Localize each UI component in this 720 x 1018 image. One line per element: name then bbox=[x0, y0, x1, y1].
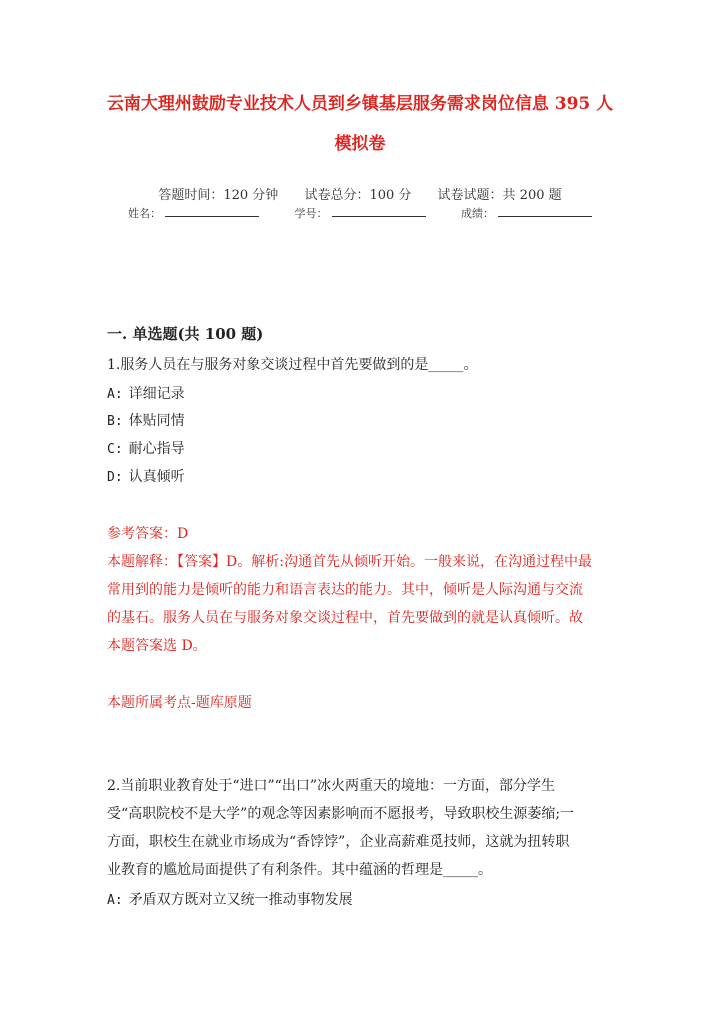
q1-answer: 参考答案：D bbox=[107, 526, 189, 542]
q1-option-c bbox=[107, 441, 622, 458]
option-letter: A: bbox=[107, 893, 123, 908]
total-questions: 试卷试题：共 200 题 bbox=[437, 188, 562, 203]
id-label: 学号： bbox=[294, 207, 328, 220]
option-letter: A: bbox=[107, 387, 123, 402]
score-blank-line bbox=[498, 206, 592, 217]
q1-option-a bbox=[107, 386, 622, 403]
option-text: 详细记录 bbox=[128, 386, 185, 402]
option-letter: B: bbox=[107, 414, 123, 429]
q2-stem-line-1: 2.当前职业教育处于“进口”“出口”冰火两重天的境地：一方面，部分学生 bbox=[107, 778, 555, 794]
q1-option-b bbox=[107, 413, 622, 430]
id-blank-line bbox=[332, 206, 426, 217]
q1-explanation-line-2: 常用到的能力是倾听的能力和语言表达的能力。其中，倾听是人际沟通与交流 bbox=[107, 582, 583, 598]
option-text: 体贴同情 bbox=[128, 413, 185, 429]
q1-option-d bbox=[107, 469, 622, 486]
id-field bbox=[295, 205, 426, 221]
option-text: 矛盾双方既对立又统一推动事物发展 bbox=[128, 892, 353, 908]
option-text: 耐心指导 bbox=[128, 441, 185, 457]
score-field bbox=[461, 205, 592, 221]
exam-title-line-2: 模拟卷 bbox=[334, 134, 386, 154]
name-label: 姓名： bbox=[128, 207, 161, 220]
exam-info-row bbox=[0, 184, 720, 203]
q2-stem-line-4: 业教育的尴尬局面提供了有利条件。其中蕴涵的哲理是_____。 bbox=[107, 862, 492, 878]
q1-explanation-line-3: 的基石。服务人员在与服务对象交谈过程中，首先要做到的就是认真倾听。故 bbox=[107, 610, 583, 626]
q1-explanation-line-4: 本题答案选 D。 bbox=[107, 638, 207, 654]
name-blank-line bbox=[165, 206, 259, 217]
option-text: 认真倾听 bbox=[128, 469, 185, 485]
q2-stem-line-3: 方面，职校生在就业市场成为“香饽饽”，企业高薪难觅技师，这就为扭转职 bbox=[107, 834, 570, 850]
q1-topic: 本题所属考点-题库原题 bbox=[107, 695, 252, 711]
q2-option-a bbox=[107, 892, 622, 909]
q1-explanation-line-1: 本题解释：【答案】D。解析:沟通首先从倾听开始。一般来说，在沟通过程中最 bbox=[107, 554, 592, 570]
name-field bbox=[128, 205, 259, 221]
option-letter: D: bbox=[107, 470, 123, 485]
exam-time: 答题时间：120 分钟 bbox=[158, 188, 279, 203]
total-score: 试卷总分：100 分 bbox=[304, 188, 412, 203]
q1-stem: 1.服务人员在与服务对象交谈过程中首先要做到的是_____。 bbox=[107, 357, 478, 373]
exam-title-line-1: 云南大理州鼓励专业技术人员到乡镇基层服务需求岗位信息 395 人 bbox=[106, 94, 614, 114]
option-letter: C: bbox=[107, 442, 123, 457]
section-title: 一. 单选题(共 100 题) bbox=[107, 325, 264, 343]
q2-stem-line-2: 受“高职院校不是大学”的观念等因素影响而不愿报考，导致职校生源萎缩;一 bbox=[107, 806, 575, 822]
student-info-row bbox=[0, 205, 720, 221]
score-label: 成绩： bbox=[461, 207, 494, 220]
